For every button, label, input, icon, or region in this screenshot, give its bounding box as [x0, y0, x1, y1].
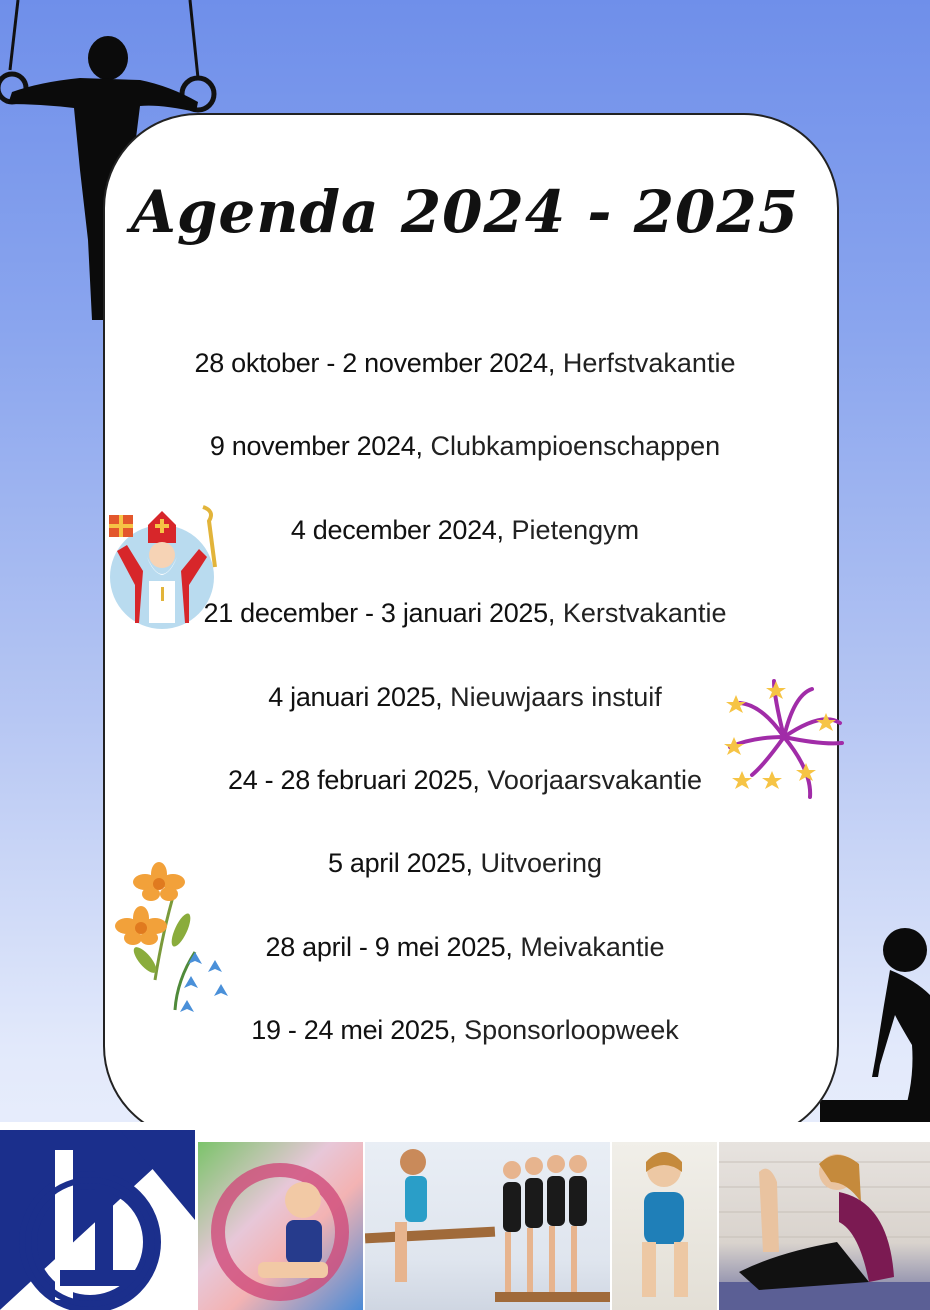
event-separator: ,	[547, 348, 563, 378]
event-name: Voorjaarsvakantie	[487, 765, 703, 795]
event-name: Sponsorloopweek	[464, 1015, 679, 1045]
event-separator: ,	[449, 1015, 465, 1045]
event-separator: ,	[415, 431, 431, 461]
list-item	[0, 431, 930, 462]
event-separator: ,	[435, 682, 451, 712]
event-date: 28 oktober - 2 november 2024	[194, 348, 548, 378]
event-name: Clubkampioenschappen	[430, 431, 721, 461]
event-name: Nieuwjaars instuif	[450, 682, 662, 712]
event-separator: ,	[496, 515, 512, 545]
event-date: 24 - 28 februari 2025	[227, 765, 473, 795]
event-date: 9 november 2024	[209, 431, 416, 461]
photo-strip	[0, 1122, 930, 1310]
event-name: Meivakantie	[520, 932, 665, 962]
gymnastics-photo-3	[612, 1142, 717, 1310]
event-date: 28 april - 9 mei 2025	[265, 932, 506, 962]
list-item	[0, 348, 930, 379]
gymnastics-photo-1	[198, 1142, 363, 1310]
club-logo-icon	[0, 1130, 195, 1310]
event-date: 4 januari 2025	[268, 682, 436, 712]
event-name: Pietengym	[511, 515, 640, 545]
event-separator: ,	[472, 765, 488, 795]
event-name: Herfstvakantie	[562, 348, 736, 378]
event-name: Uitvoering	[480, 848, 603, 878]
fireworks-icon	[722, 675, 847, 805]
sinterklaas-icon	[105, 505, 220, 630]
flowers-icon	[115, 860, 255, 1035]
event-date: 21 december - 3 januari 2025	[203, 598, 548, 628]
event-separator: ,	[465, 848, 481, 878]
event-separator: ,	[547, 598, 563, 628]
gymnastics-photo-4	[719, 1142, 930, 1310]
event-date: 4 december 2024	[290, 515, 497, 545]
event-name: Kerstvakantie	[562, 598, 727, 628]
page-title: Agenda 2024 - 2025	[130, 178, 800, 246]
event-separator: ,	[505, 932, 521, 962]
event-date: 5 april 2025	[327, 848, 466, 878]
event-date: 19 - 24 mei 2025	[251, 1015, 450, 1045]
gymnastics-photo-2	[365, 1142, 610, 1310]
